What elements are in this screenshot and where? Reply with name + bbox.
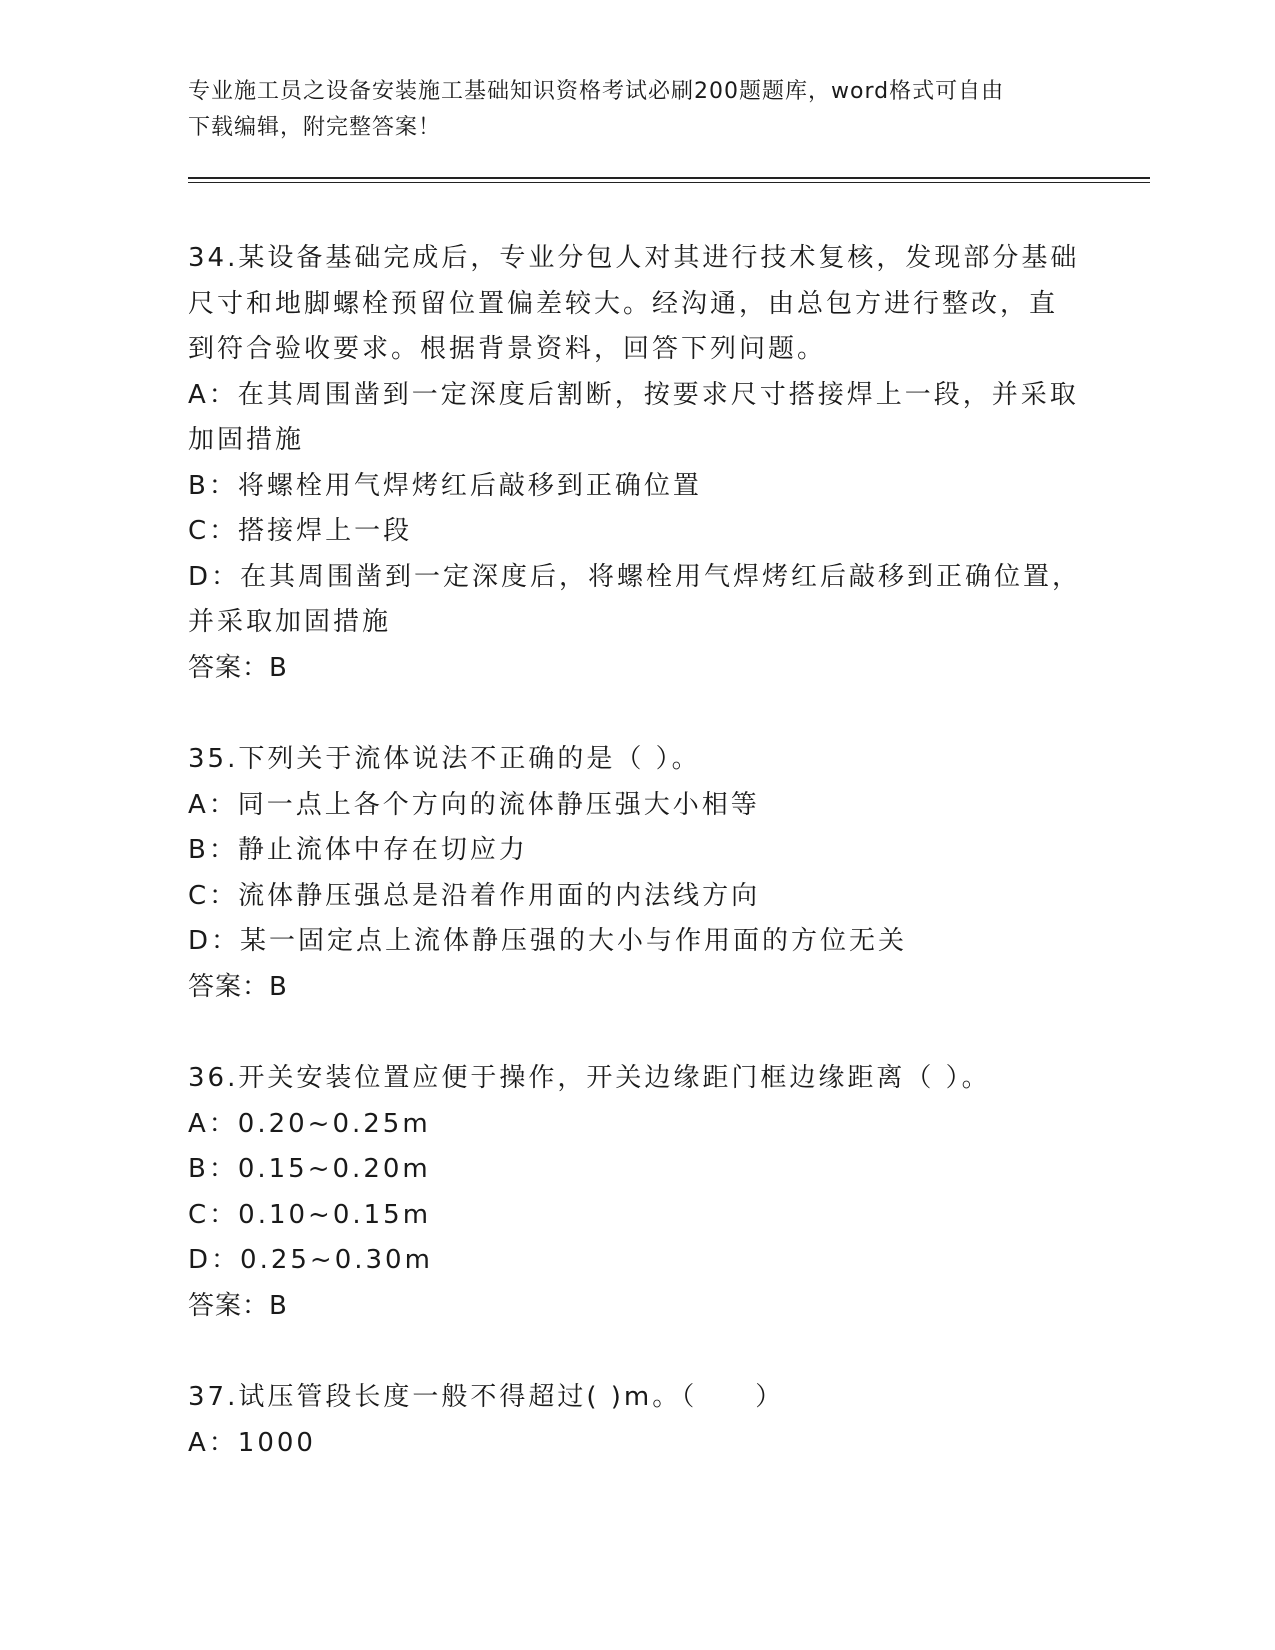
header-line-1: 专业施工员之设备安装施工基础知识资格考试必刷200题题库，word格式可自由 [188, 79, 1005, 104]
option-c: C：搭接焊上一段 [188, 516, 413, 546]
option-b: B：静止流体中存在切应力 [188, 835, 528, 865]
question-stem-line: 35.下列关于流体说法不正确的是（ ）。 [188, 744, 701, 774]
question-34 [188, 236, 1088, 691]
option-d: D：0.25~0.30m [188, 1245, 433, 1275]
option-d: D：在其周围凿到一定深度后，将螺栓用气焊烤红后敲移到正确位置， [188, 561, 1082, 592]
answer-label: 答案：B [188, 1290, 288, 1321]
question-stem-line: 到符合验收要求。根据背景资料，回答下列问题。 [188, 334, 827, 364]
question-35 [188, 737, 1088, 1010]
option-d-continued: 并采取加固措施 [188, 607, 392, 637]
option-b: B：将螺栓用气焊烤红后敲移到正确位置 [188, 470, 702, 501]
answer-label: 答案：B [188, 652, 288, 683]
header-rule-thick [188, 177, 1150, 179]
option-a-continued: 加固措施 [188, 425, 305, 455]
option-a: A：在其周围凿到一定深度后割断，按要求尺寸搭接焊上一段，并采取 [188, 379, 1079, 410]
question-stem-line: 尺寸和地脚螺栓预留位置偏差较大。经沟通，由总包方进行整改，直 [188, 288, 1059, 319]
header-rule-thin [188, 182, 1150, 183]
question-stem-line: 34.某设备基础完成后，专业分包人对其进行技术复核，发现部分基础 [188, 243, 1080, 273]
question-list [188, 236, 1088, 1466]
option-a: A：同一点上各个方向的流体静压强大小相等 [188, 789, 760, 820]
question-stem-line: 36.开关安装位置应便于操作，开关边缘距门框边缘距离（ ）。 [188, 1063, 991, 1093]
option-d: D：某一固定点上流体静压强的大小与作用面的方位无关 [188, 926, 908, 956]
document-header [188, 74, 1088, 146]
header-line-2: 下载编辑，附完整答案！ [188, 115, 442, 140]
question-stem-line: 37.试压管段长度一般不得超过( )m。（ ） [188, 1382, 785, 1412]
question-37 [188, 1375, 1088, 1466]
option-c: C：流体静压强总是沿着作用面的内法线方向 [188, 880, 761, 911]
option-b: B：0.15~0.20m [188, 1154, 431, 1184]
option-c: C：0.10~0.15m [188, 1199, 432, 1230]
option-a: A：0.20~0.25m [188, 1108, 431, 1139]
answer-label: 答案：B [188, 971, 288, 1002]
option-a: A：1000 [188, 1427, 316, 1458]
question-36 [188, 1056, 1088, 1329]
